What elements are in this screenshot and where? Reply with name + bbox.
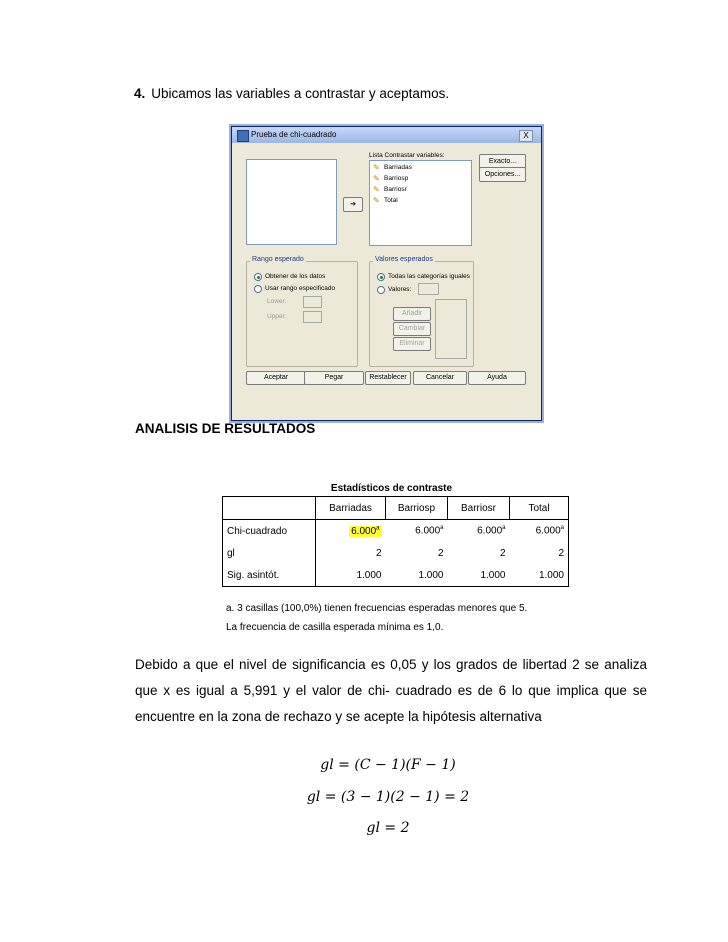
- values-list[interactable]: [435, 299, 467, 359]
- values-radio[interactable]: [377, 286, 385, 294]
- header-blank: [223, 497, 316, 520]
- expected-range-label: Rango esperado: [252, 256, 304, 263]
- column-header: Total: [510, 497, 569, 520]
- cell-value: 2: [437, 547, 444, 559]
- app-icon: [237, 130, 249, 142]
- dialog-title: Prueba de chi-cuadrado: [251, 130, 337, 139]
- test-list-label: Lista Contrastar variables:: [369, 152, 445, 159]
- variable-item[interactable]: Barriosr: [384, 186, 407, 193]
- cell-value: 1.000: [386, 564, 448, 587]
- help-button[interactable]: Ayuda: [468, 371, 526, 385]
- table-row: [223, 564, 569, 587]
- source-variable-list[interactable]: [246, 159, 337, 245]
- table-header-row: [223, 497, 569, 520]
- column-header: Barriosr: [448, 497, 510, 520]
- ruler-icon: ✎: [373, 163, 380, 172]
- dialog-titlebar: [232, 127, 541, 143]
- close-icon[interactable]: X: [519, 130, 533, 142]
- chi-square-dialog: [231, 126, 542, 421]
- cell-value: 2: [316, 542, 386, 564]
- equation: gl = (C − 1)(F − 1): [320, 757, 456, 773]
- reset-button[interactable]: Restablecer: [365, 371, 411, 385]
- variable-item[interactable]: Barriadas: [384, 164, 412, 171]
- cell-value: 6.000$^a$: [316, 520, 386, 543]
- cell-value: 1.000: [510, 564, 569, 587]
- cell-value: 2: [510, 542, 569, 564]
- equation: gl = 2: [366, 820, 410, 836]
- lower-field[interactable]: [303, 296, 322, 308]
- table-row: [223, 542, 569, 564]
- cell-value: 6.000$^a$: [510, 520, 569, 543]
- move-variable-button[interactable]: [343, 197, 363, 212]
- options-button[interactable]: Opciones...: [479, 167, 526, 182]
- row-label: Chi-cuadrado: [223, 520, 316, 543]
- stats-table: [222, 496, 569, 587]
- table-footnote: La frecuencia de casilla esperada mínima es 1,0.: [226, 622, 444, 633]
- column-header: Barriadas: [316, 497, 386, 520]
- lower-label: Lower:: [267, 298, 287, 305]
- use-specified-range-radio[interactable]: [254, 285, 262, 293]
- cell-value: 1.000: [448, 564, 510, 587]
- cell-value: 6.000$^a$: [477, 525, 506, 537]
- add-button[interactable]: Añadir: [393, 307, 431, 321]
- expected-values-label: Valores esperados: [375, 256, 433, 263]
- values-field[interactable]: [418, 283, 439, 295]
- variable-item[interactable]: Total: [384, 197, 398, 204]
- step-instruction: [134, 86, 449, 101]
- use-specified-range-label: Usar rango especificado: [265, 285, 336, 292]
- paste-button[interactable]: Pegar: [304, 371, 364, 385]
- section-heading: ANALISIS DE RESULTADOS: [135, 421, 316, 436]
- remove-button[interactable]: Eliminar: [393, 337, 431, 351]
- cell-value: 6.000$^a$: [415, 525, 444, 537]
- upper-field[interactable]: [303, 311, 322, 323]
- variable-item[interactable]: Barriosp: [384, 175, 409, 182]
- obtain-from-data-radio[interactable]: [254, 273, 262, 281]
- upper-label: Upper:: [267, 313, 287, 320]
- exact-button[interactable]: Exacto...: [479, 154, 526, 169]
- ruler-icon: ✎: [373, 196, 380, 205]
- analysis-paragraph: Debido a que el nivel de significancia es 0,05 y los grados de libertad 2 se analiza que x es igual a 5,991 y el valor de chi- cuadrado es de 6 lo que implica que se encuentre en la zona de rechazo y se acepte la hipótesis alternativa: [135, 657, 647, 724]
- cell-value: 1.000: [316, 564, 386, 587]
- change-button[interactable]: Cambiar: [393, 322, 431, 336]
- cancel-button[interactable]: Cancelar: [413, 371, 467, 385]
- step-text: Ubicamos las variables a contrastar y aceptamos.: [151, 86, 450, 101]
- test-variable-list[interactable]: [369, 160, 472, 246]
- row-label: gl: [223, 542, 316, 564]
- obtain-from-data-label: Obtener de los datos: [265, 273, 326, 280]
- equation: gl = (3 − 1)(2 − 1) = 2: [306, 789, 470, 805]
- ruler-icon: ✎: [373, 174, 380, 183]
- ruler-icon: ✎: [373, 185, 380, 194]
- all-categories-equal-label: Todas las categorías iguales: [388, 273, 471, 280]
- cell-value: 2: [499, 547, 506, 559]
- column-header: Barriosp: [386, 497, 448, 520]
- step-number: 4.: [134, 86, 146, 101]
- table-row: [223, 520, 569, 543]
- arrow-right-icon: ➔: [350, 201, 356, 208]
- accept-button[interactable]: Aceptar: [246, 371, 306, 385]
- table-footnote: a. 3 casillas (100,0%) tienen frecuencias esperadas menores que 5.: [226, 603, 528, 614]
- row-label: Sig. asintót.: [223, 564, 316, 587]
- all-categories-equal-radio[interactable]: [377, 273, 385, 281]
- values-label: Valores:: [388, 286, 412, 293]
- stats-table-title: Estadísticos de contraste: [330, 483, 453, 494]
